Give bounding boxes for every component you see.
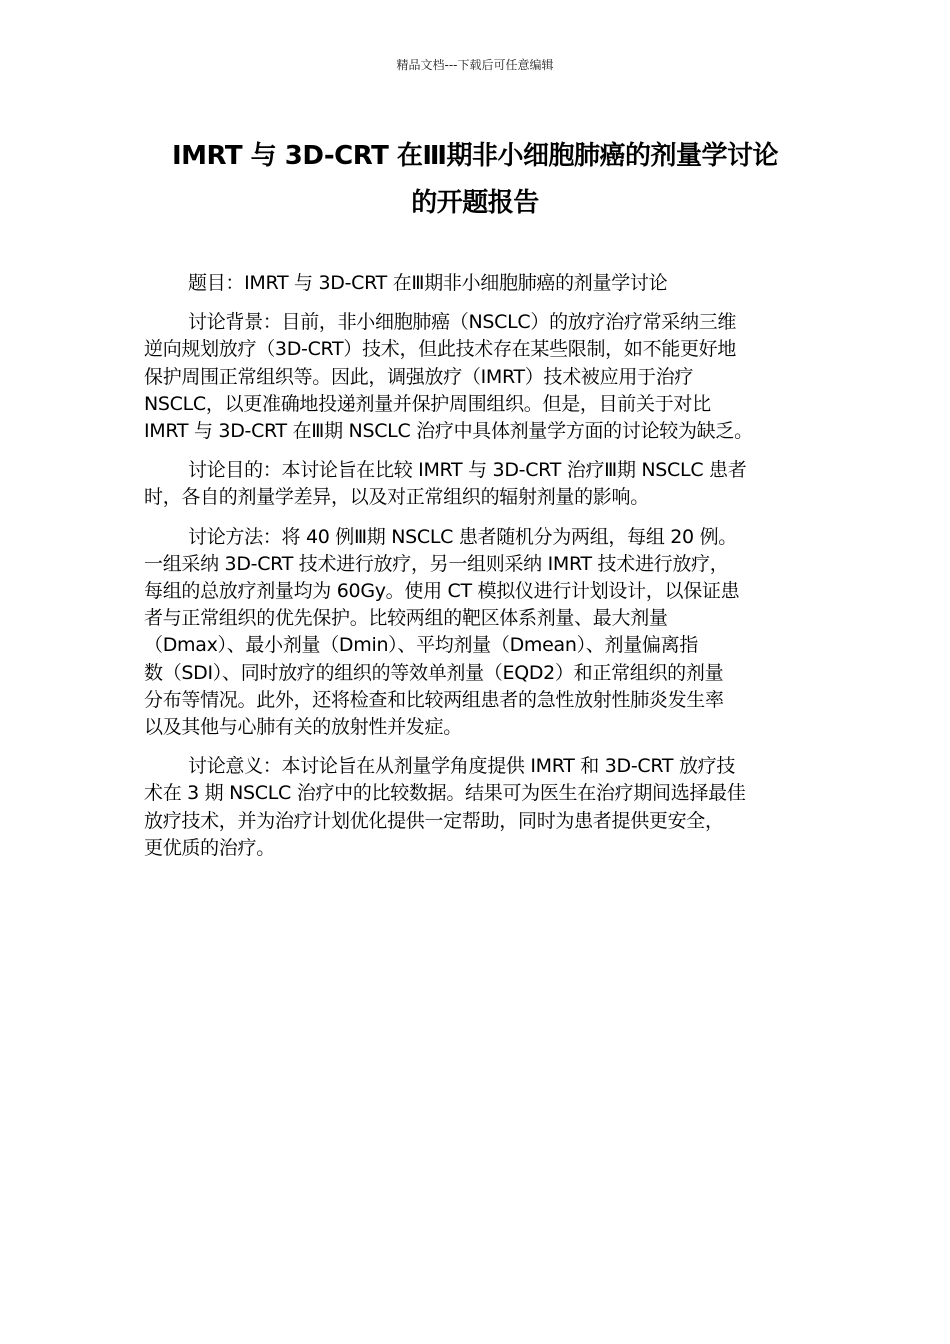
text-line: 讨论意义：本讨论旨在从剂量学角度提供 IMRT 和 3D-CRT 放疗技 [188, 755, 736, 778]
text-line: 术在 3 期 NSCLC 治疗中的比较数据。结果可为医生在治疗期间选择最佳 [144, 782, 746, 805]
text-line: 放疗技术，并为治疗计划优化提供一定帮助，同时为患者提供更安全， [144, 809, 724, 832]
topic-paragraph [144, 270, 816, 297]
text-line: 时，各自的剂量学差异，以及对正常组织的辐射剂量的影响。 [144, 486, 649, 509]
title-line-1: IMRT 与 3D-CRT 在Ⅲ期非小细胞肺癌的剂量学讨论 [172, 141, 778, 171]
text-line: NSCLC，以更准确地投递剂量并保护周围组织。但是，目前关于对比 [144, 392, 711, 415]
text-line: 一组采纳 3D-CRT 技术进行放疗，另一组则采纳 IMRT 技术进行放疗， [144, 552, 729, 575]
significance-paragraph [144, 753, 816, 862]
document-body [144, 270, 816, 874]
header-note: 精品文档---下载后可任意编辑 [396, 58, 554, 72]
text-line: 更优质的治疗。 [144, 836, 275, 859]
text-line: IMRT 与 3D-CRT 在Ⅲ期 NSCLC 治疗中具体剂量学方面的讨论较为缺乏。 [144, 420, 753, 443]
text-line: 讨论背景：目前，非小细胞肺癌（NSCLC）的放疗治疗常采纳三维 [188, 311, 737, 334]
text-line: 数（SDI）、同时放疗的组织的等效单剂量（EQD2）和正常组织的剂量 [144, 661, 724, 684]
text-line: 逆向规划放疗（3D-CRT）技术，但此技术存在某些限制，如不能更好地 [144, 338, 737, 361]
title-line-2: 的开题报告 [411, 188, 539, 218]
text-line: 讨论方法：将 40 例Ⅲ期 NSCLC 患者随机分为两组，每组 20 例。 [188, 525, 737, 548]
method-paragraph [144, 524, 816, 742]
background-paragraph [144, 309, 816, 445]
document-title [130, 133, 820, 227]
text-line: 讨论目的：本讨论旨在比较 IMRT 与 3D-CRT 治疗Ⅲ期 NSCLC 患者 [188, 459, 747, 482]
text-line: 题目：IMRT 与 3D-CRT 在Ⅲ期非小细胞肺癌的剂量学讨论 [188, 272, 668, 294]
text-line: 者与正常组织的优先保护。比较两组的靶区体系剂量、最大剂量 [144, 607, 668, 630]
text-line: 保护周围正常组织等。因此，调强放疗（IMRT）技术被应用于治疗 [144, 365, 694, 388]
text-line: （Dmax）、最小剂量（Dmin）、平均剂量（Dmean）、剂量偏离指 [144, 634, 699, 657]
purpose-paragraph [144, 457, 816, 511]
text-line: 以及其他与心肺有关的放射性并发症。 [144, 716, 462, 739]
text-line: 分布等情况。此外，还将检查和比较两组患者的急性放射性肺炎发生率 [144, 688, 724, 711]
text-line: 每组的总放疗剂量均为 60Gy。使用 CT 模拟仪进行计划设计，以保证患 [144, 580, 740, 603]
